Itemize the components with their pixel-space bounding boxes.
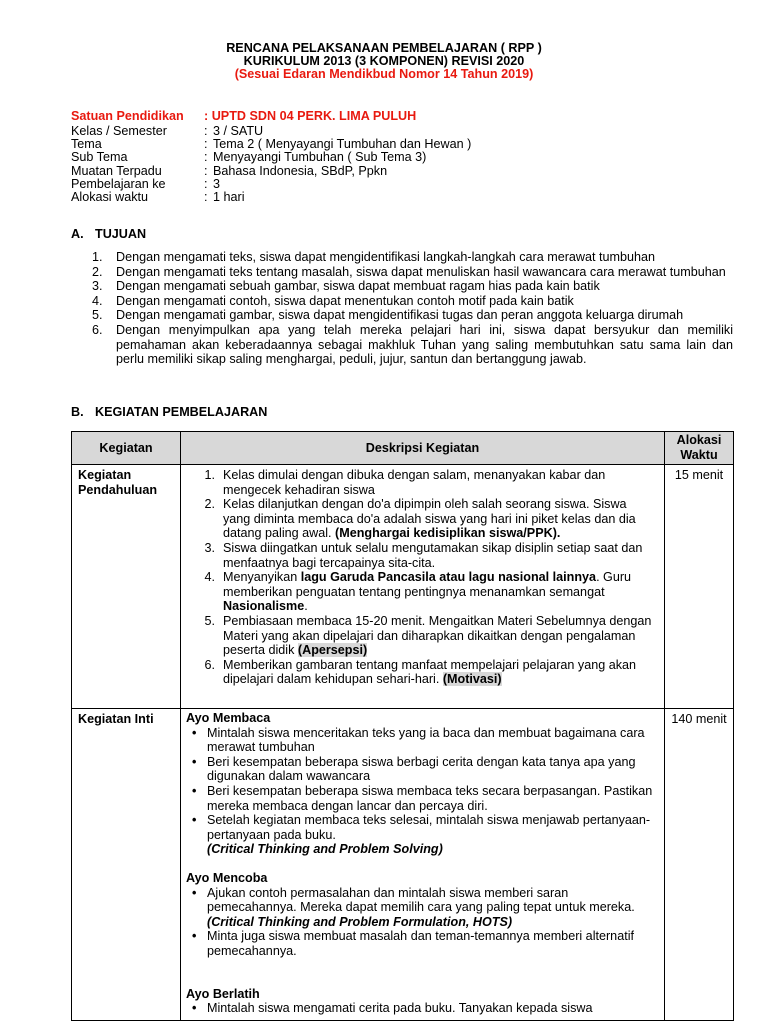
bullet-item	[186, 886, 658, 930]
bullet-item	[186, 784, 658, 813]
description-cell	[181, 709, 665, 1021]
item-text: Dengan mengamati contoh, siswa dapat menentukan contoh motif pada kain batik	[116, 293, 574, 308]
item-text: Mintalah siswa mengamati cerita pada buku. Tanyakan kepada siswa	[207, 1001, 593, 1016]
item-text	[207, 813, 658, 857]
spacer	[186, 857, 658, 871]
table-row	[72, 709, 734, 1021]
goals-list	[92, 250, 733, 367]
identity-row-satuan	[71, 109, 471, 124]
identity-key: Alokasi waktu	[71, 189, 148, 204]
item-number: 3.	[204, 540, 215, 555]
item-number: 2.	[92, 264, 103, 279]
item-text: Minta juga siswa membuat masalah dan teman-temannya memberi alternatif pemecahannya.	[207, 929, 634, 958]
list-item	[195, 570, 656, 614]
item-number: 6.	[92, 322, 103, 337]
section-heading-kegiatan	[71, 405, 267, 420]
item-text-part: Ajukan contoh permasalahan dan mintalah siswa memberi saran pemecahannya. Mereka dapat memilih cara yang paling tepat untuk mereka.	[207, 885, 635, 915]
item-text: Beri kesempatan beberapa siswa membaca teks secara berpasangan. Pastikan mereka membaca dengan lancar dan percaya diri.	[207, 783, 653, 813]
identity-row	[71, 164, 471, 177]
bullet-icon: •	[192, 725, 197, 740]
identity-key: Tema	[71, 137, 102, 152]
list-item	[92, 308, 733, 323]
item-text-part: .	[304, 599, 308, 614]
identity-value: Tema 2 ( Menyayangi Tumbuhan dan Hewan )	[213, 137, 472, 152]
header-alokasi: Alokasi Waktu	[665, 432, 734, 465]
skill-note: (Critical Thinking and Problem Solving)	[207, 842, 443, 857]
identity-row	[71, 150, 471, 163]
identity-key: Sub Tema	[71, 150, 128, 165]
section-label: A.	[71, 227, 84, 241]
item-text-part: . Guru memberikan penguatan tentang pentingnya menanamkan semangat	[223, 570, 632, 599]
identity-row	[71, 137, 471, 150]
identity-row	[71, 190, 471, 203]
identity-value: 1 hari	[213, 189, 245, 204]
item-text: Dengan mengamati teks, siswa dapat mengidentifikasi langkah-langkah cara merawat tumbuhan	[116, 250, 656, 264]
identity-value: Menyayangi Tumbuhan ( Sub Tema 3)	[213, 150, 427, 165]
bullet-item	[186, 1001, 658, 1016]
description-cell	[181, 465, 665, 709]
identity-block	[71, 109, 471, 203]
identity-value: : UPTD SDN 04 PERK. LIMA PULUH	[204, 109, 417, 123]
item-number: 2.	[204, 497, 215, 512]
item-text-part: Setelah kegiatan membaca teks selesai, mintalah siswa menjawab pertanyaan-pertanyaan pada buku.	[207, 813, 651, 842]
highlight-label: (Motivasi)	[442, 672, 502, 687]
pendahuluan-list	[181, 465, 664, 687]
table-row	[72, 465, 734, 709]
item-text	[223, 497, 656, 541]
item-text: Siswa diingatkan untuk selalu mengutamakan sikap disiplin setiap saat dan menfaatnya bagi tercapainya sita-cita.	[223, 540, 643, 570]
item-text	[223, 658, 656, 687]
item-text	[223, 614, 656, 658]
list-item	[92, 250, 733, 265]
bullet-item	[186, 755, 658, 784]
identity-sep: :	[204, 189, 208, 204]
list-item	[92, 279, 733, 294]
identity-value: 3	[213, 176, 221, 191]
time-pendahuluan: 15 menit	[665, 465, 734, 709]
item-number: 5.	[92, 308, 103, 323]
spacer	[186, 959, 658, 987]
item-text	[223, 570, 656, 614]
time-inti: 140 menit	[665, 709, 734, 1021]
identity-sep: :	[204, 137, 208, 152]
phase-pendahuluan: Kegiatan Pendahuluan	[72, 465, 181, 709]
item-text: Dengan mengamati gambar, siswa dapat mengidentifikasi tugas dan peran anggota keluarga dirumah	[116, 308, 684, 323]
skill-note: (Critical Thinking and Problem Formulation, HOTS)	[207, 914, 513, 929]
item-emphasis: (Menghargai kedisiplikan siswa/PPK).	[335, 526, 561, 541]
phase-inti: Kegiatan Inti	[72, 709, 181, 1021]
identity-value: 3 / SATU	[213, 124, 264, 138]
inti-content	[181, 709, 664, 1020]
item-text: Dengan mengamati teks tentang masalah, siswa dapat menuliskan hasil wawancara cara merawat tumbuhan	[116, 264, 726, 279]
identity-row	[71, 177, 471, 190]
item-emphasis: Nasionalisme	[223, 599, 305, 614]
bullet-icon: •	[192, 885, 197, 900]
bullet-icon: •	[192, 813, 197, 828]
item-text-part: Menyanyikan	[223, 570, 301, 585]
item-number: 3.	[92, 279, 103, 294]
item-text-part: Memberikan gambaran tentang manfaat mempelajari pelajaran yang akan dipelajari dalam kehidupan sehari-hari.	[223, 657, 637, 687]
bullet-icon: •	[192, 754, 197, 769]
doc-reference: (Sesuai Edaran Mendikbud Nomor 14 Tahun 2019)	[234, 67, 534, 81]
item-number: 1.	[204, 468, 215, 482]
item-number: 6.	[204, 657, 215, 672]
section-label: B.	[71, 405, 84, 419]
list-item	[195, 614, 656, 658]
identity-key: Kelas / Semester	[71, 124, 167, 138]
identity-key: Muatan Terpadu	[71, 163, 162, 178]
list-item	[195, 468, 656, 497]
header-deskripsi: Deskripsi Kegiatan	[181, 432, 665, 465]
bullet-icon: •	[192, 1001, 197, 1016]
item-number: 4.	[204, 570, 215, 585]
identity-sep: :	[204, 124, 208, 138]
bullet-icon: •	[192, 929, 197, 944]
list-item	[92, 294, 733, 309]
item-text	[207, 886, 658, 930]
list-item	[195, 658, 656, 687]
bullet-item	[186, 726, 658, 755]
table-header-row	[72, 432, 734, 465]
identity-key: Pembelajaran ke	[71, 176, 166, 191]
item-number: 4.	[92, 293, 103, 308]
identity-sep: :	[204, 150, 208, 165]
item-text-part: Kelas dilanjutkan dengan do'a dipimpin oleh salah seorang siswa. Siswa yang diminta membaca do'a adalah siswa yang hari ini piket kelas dan dia datang paling awal.	[223, 497, 636, 541]
item-text: Beri kesempatan beberapa siswa berbagi cerita dengan kata tanya apa yang digunakan dalam wawancara	[207, 754, 636, 784]
item-text: Dengan mengamati sebuah gambar, siswa dapat membuat ragam hias pada kain batik	[116, 279, 600, 294]
identity-row	[71, 124, 471, 137]
header-kegiatan: Kegiatan	[72, 432, 181, 465]
section-title: KEGIATAN PEMBELAJARAN	[95, 405, 268, 419]
bullet-icon: •	[192, 783, 197, 798]
identity-sep: :	[204, 176, 208, 191]
identity-value: Bahasa Indonesia, SBdP, Ppkn	[213, 163, 388, 178]
subheading-ayo-membaca: Ayo Membaca	[186, 711, 271, 725]
item-text: Mintalah siswa menceritakan teks yang ia baca dan membuat bagaimana cara merawat tumbuhan	[207, 725, 645, 755]
item-text: Kelas dimulai dengan dibuka dengan salam, menanyakan kabar dan mengecek kehadiran siswa	[223, 468, 606, 497]
doc-title: RENCANA PELAKSANAAN PEMBELAJARAN ( RPP )	[226, 41, 542, 55]
highlight-label: (Apersepsi)	[297, 643, 368, 658]
list-item	[195, 497, 656, 541]
section-heading-tujuan	[71, 227, 146, 242]
item-number: 5.	[204, 613, 215, 628]
bullet-item	[186, 813, 658, 857]
list-item	[92, 323, 733, 367]
item-text: Dengan menyimpulkan apa yang telah mereka pelajari hari ini, siswa dapat bersyukur dan memiliki pemahaman akan keberadaannya sebagai makhluk Tuhan yang saling membutuhkan satu sama lain dan perlu memiliki sikap saling menghargai, peduli, jujur, santun dan bertanggung jawab.	[116, 322, 733, 367]
subheading-ayo-berlatih: Ayo Berlatih	[186, 986, 260, 1001]
activity-table	[71, 431, 734, 1021]
doc-subtitle: KURIKULUM 2013 (3 KOMPONEN) REVISI 2020	[243, 54, 525, 68]
identity-sep: :	[204, 163, 208, 178]
bullet-item	[186, 929, 658, 958]
item-number: 1.	[92, 250, 103, 264]
list-item	[195, 541, 656, 570]
identity-key: Satuan Pendidikan	[71, 109, 184, 123]
item-emphasis: lagu Garuda Pancasila atau lagu nasional lainnya	[300, 570, 597, 585]
section-title: TUJUAN	[95, 227, 147, 241]
subheading-ayo-mencoba: Ayo Mencoba	[186, 870, 268, 885]
list-item	[92, 265, 733, 280]
item-text-part: Pembiasaan membaca 15-20 menit. Mengaitkan Materi Sebelumnya dengan Materi yang akan dipelajari dan diharapkan dikaitkan dengan pengalaman peserta didik	[223, 613, 652, 658]
